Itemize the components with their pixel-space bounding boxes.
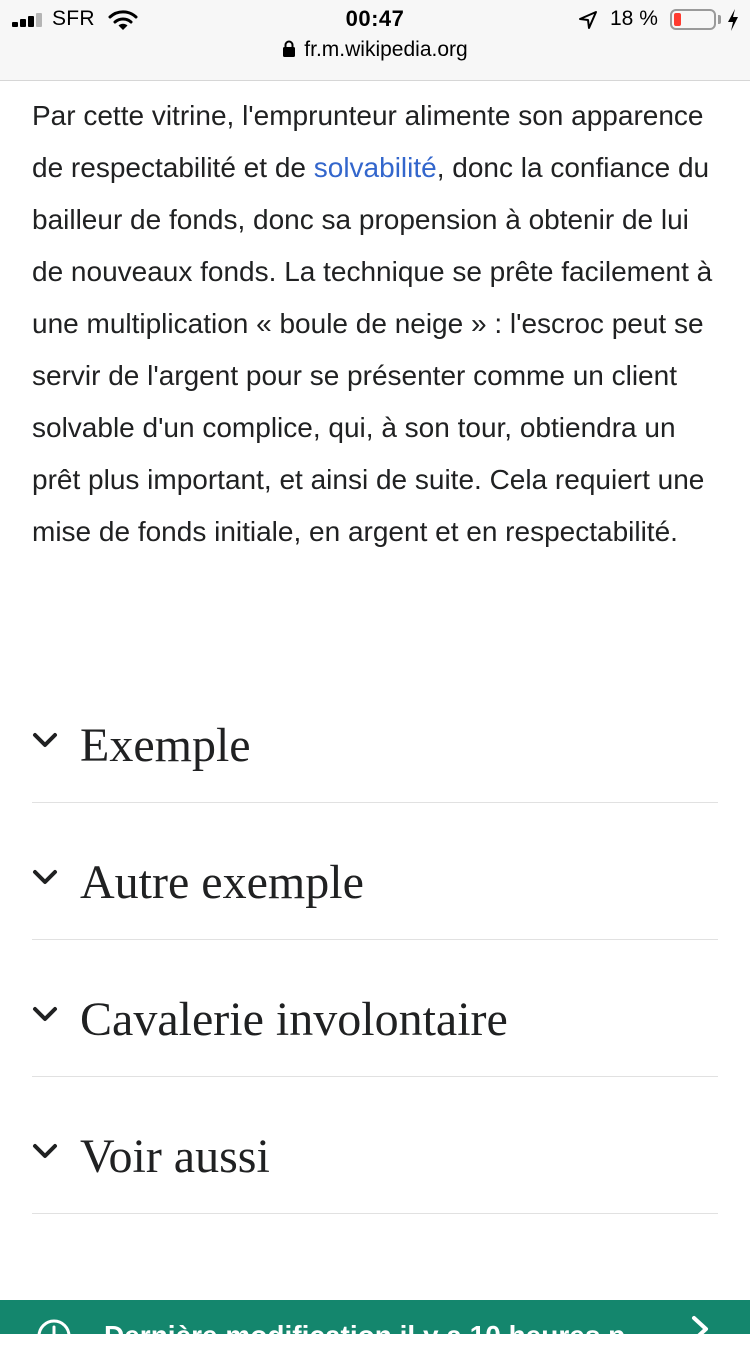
last-modified-bar[interactable] [0,1300,750,1351]
section-title: Cavalerie involontaire [80,993,508,1046]
battery-cap [718,15,721,24]
chevron-down-icon [32,732,58,748]
chevron-down-icon [32,1006,58,1022]
paragraph-text-start: Par cette vitrine, l'emprunteur alimente son apparence de respectabilité et de [32,100,704,183]
battery-percent: 18 % [610,7,658,30]
location-arrow-icon [578,10,598,30]
charging-bolt-icon [726,8,740,32]
paragraph-text-end: , donc la confiance du bailleur de fonds, donc sa propension à obtenir de lui de nouveaux fonds. La technique se prête facilement à une multiplication « boule de neige » : l'escroc peut se servir de l'argent pour se présenter comme un client solvable d'un complice, qui, à son tour, obtiendra un prêt plus important, et ainsi de suite. Cela requiert une mise de fonds initiale, en argent et en respectabilité. [32,152,713,547]
section-title: Voir aussi [80,1130,270,1183]
status-time: 00:47 [345,6,405,31]
carrier-name: SFR [52,7,95,30]
lock-icon [282,40,296,57]
battery-level [674,13,681,26]
section-title: Exemple [80,719,251,772]
section-cavalerie-involontaire[interactable] [32,940,718,1077]
address-bar[interactable] [0,38,750,62]
section-title: Autre exemple [80,856,364,909]
section-autre-exemple[interactable] [32,803,718,940]
article-paragraph [32,90,722,558]
chevron-down-icon [32,869,58,885]
last-modified-text: Dernière modification il y a 10 heures p [104,1320,626,1351]
battery-icon [670,9,716,30]
url-text: fr.m.wikipedia.org [304,38,468,61]
chevron-down-icon [32,1143,58,1159]
chevron-right-icon [688,1314,712,1344]
solvabilite-link[interactable]: solvabilité [313,152,437,183]
section-voir-aussi[interactable] [32,1077,718,1214]
status-bar [0,0,750,81]
section-exemple[interactable] [32,666,718,803]
section-list [32,666,718,1214]
clock-icon [36,1318,72,1354]
